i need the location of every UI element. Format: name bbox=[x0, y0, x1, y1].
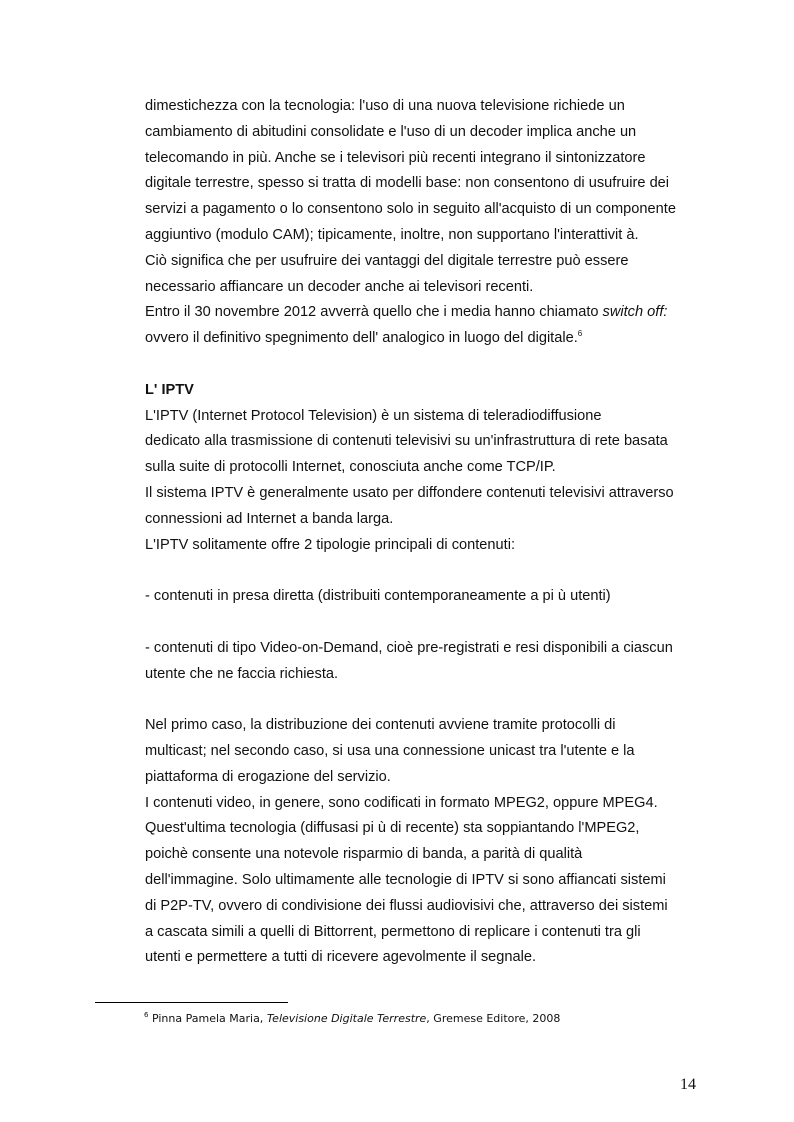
text-line: utenti e permettere a tutti di ricevere agevolmente il segnale. bbox=[145, 949, 537, 966]
text-line: L'IPTV (Internet Protocol Television) è un sistema di teleradiodiffusione bbox=[145, 407, 602, 424]
page-number: 14 bbox=[680, 1076, 696, 1093]
section-heading: L' IPTV bbox=[145, 381, 194, 398]
text-line: dell'immagine. Solo ultimamente alle tecnologie di IPTV si sono affiancati sistemi bbox=[145, 871, 666, 888]
text-line: Quest'ultima tecnologia (diffusasi pi ù di recente) sta soppiantando l'MPEG2, bbox=[145, 820, 640, 837]
text-span: Entro il 30 novembre 2012 avverrà quello che i media hanno chiamato bbox=[145, 304, 603, 321]
text-line: Ciò significa che per usufruire dei vantaggi del digitale terrestre può essere bbox=[145, 252, 629, 269]
text-line: L'IPTV solitamente offre 2 tipologie principali di contenuti: bbox=[145, 536, 516, 553]
text-line: dedicato alla trasmissione di contenuti televisivi su un'infrastruttura di rete basata bbox=[145, 433, 668, 450]
text-line: I contenuti video, in genere, sono codificati in formato MPEG2, oppure MPEG4. bbox=[145, 794, 658, 811]
text-line: necessario affiancare un decoder anche ai televisori recenti. bbox=[145, 278, 534, 295]
footnote-publisher: , Gremese Editore, 2008 bbox=[426, 1012, 561, 1025]
blank-line bbox=[145, 352, 705, 378]
text-line bbox=[145, 300, 705, 326]
bullet-item: - contenuti di tipo Video-on-Demand, cioè pre-registrati e resi disponibili a ciascun bbox=[145, 639, 673, 656]
text-line: cambiamento di abitudini consolidate e l'uso di un decoder implica anche un bbox=[145, 123, 637, 140]
text-line bbox=[145, 326, 705, 352]
text-line: multicast; nel secondo caso, si usa una connessione unicast tra l'utente e la bbox=[145, 742, 635, 759]
text-line: digitale terrestre, spesso si tratta di modelli base: non consentono di usufruire dei bbox=[145, 175, 670, 192]
italic-term: switch off: bbox=[602, 304, 668, 321]
blank-line bbox=[145, 687, 705, 713]
text-line: utente che ne faccia richiesta. bbox=[145, 665, 339, 682]
text-line: servizi a pagamento o lo consentono solo in seguito all'acquisto di un componente bbox=[145, 201, 676, 218]
text-line: Il sistema IPTV è generalmente usato per diffondere contenuti televisivi attraverso bbox=[145, 484, 674, 501]
footnote-reference[interactable]: 6 bbox=[577, 329, 583, 339]
bullet-item: - contenuti in presa diretta (distribuiti contemporaneamente a pi ù utenti) bbox=[145, 588, 611, 605]
text-line: Nel primo caso, la distribuzione dei contenuti avviene tramite protocolli di bbox=[145, 717, 616, 734]
blank-line bbox=[145, 610, 705, 636]
text-line: connessioni ad Internet a banda larga. bbox=[145, 510, 394, 527]
footnote-author: Pinna Pamela Maria, bbox=[151, 1012, 267, 1025]
text-line: poichè consente una notevole risparmio di banda, a parità di qualità bbox=[145, 846, 583, 863]
footnote-title: Televisione Digitale Terrestre bbox=[266, 1012, 427, 1025]
text-line: aggiuntivo (modulo CAM); tipicamente, inoltre, non supportano l'interattivit à. bbox=[145, 226, 639, 243]
blank-line bbox=[145, 558, 705, 584]
text-line: a cascata simili a quelli di Bittorrent, permettono di replicare i contenuti tra gli bbox=[145, 923, 641, 940]
footnote bbox=[144, 1012, 560, 1025]
footnote-number: 6 bbox=[144, 1011, 149, 1019]
text-line: sulla suite di protocolli Internet, conosciuta anche come TCP/IP. bbox=[145, 459, 556, 476]
text-line: piattaforma di erogazione del servizio. bbox=[145, 768, 391, 785]
text-line: dimestichezza con la tecnologia: l'uso di una nuova televisione richiede un bbox=[145, 98, 625, 114]
body-text bbox=[145, 94, 705, 971]
text-span: ovvero il definitivo spegnimento dell' analogico in luogo del digitale. bbox=[145, 330, 578, 347]
footnote-separator bbox=[95, 1002, 288, 1003]
text-line: telecomando in più. Anche se i televisori più recenti integrano il sintonizzatore bbox=[145, 149, 646, 166]
text-line: di P2P-TV, ovvero di condivisione dei flussi audiovisivi che, attraverso dei sistemi bbox=[145, 897, 668, 914]
